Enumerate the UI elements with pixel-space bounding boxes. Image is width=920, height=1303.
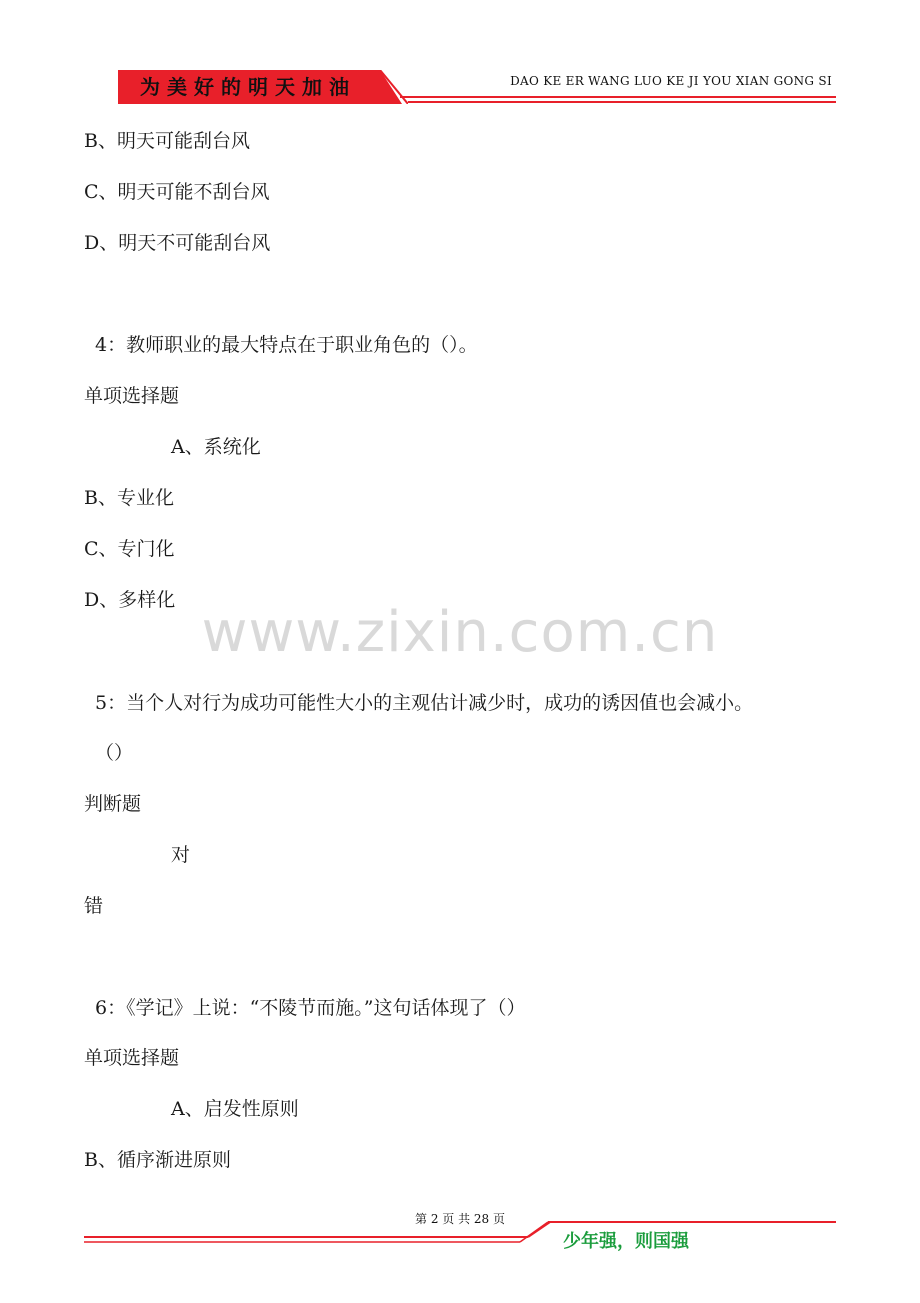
footer-rule-diagonal-2: [528, 1222, 550, 1237]
footer-slogan: 少年强，则国强: [563, 1231, 689, 1252]
option-b-q6: B、循序渐进原则: [84, 1149, 231, 1171]
question-type-4: 单项选择题: [84, 385, 180, 407]
watermark: www.zixin.com.cn: [201, 600, 719, 665]
header-banner-text: 为美好的明天加油: [140, 75, 356, 99]
option-a-q4: A、系统化: [171, 436, 261, 458]
question-type-6: 单项选择题: [84, 1047, 180, 1069]
header-company-pinyin: DAO KE ER WANG LUO KE JI YOU XIAN GONG SI: [510, 74, 832, 88]
option-d-q3: D、明天不可能刮台风: [84, 232, 271, 254]
option-c-q3: C、明天可能不刮台风: [84, 181, 270, 203]
option-true-q5: 对: [171, 844, 191, 866]
question-5-paren: （）: [95, 742, 134, 764]
option-b-q3: B、明天可能刮台风: [84, 130, 250, 152]
option-c-q4: C、专门化: [84, 538, 175, 560]
question-6: 6：《学记》上说：“不陵节而施。”这句话体现了（）: [95, 997, 526, 1019]
option-b-q4: B、专业化: [84, 487, 174, 509]
question-4: 4：教师职业的最大特点在于职业角色的（）。: [95, 334, 478, 356]
question-5: 5：当个人对行为成功可能性大小的主观估计减少时，成功的诱因值也会减小。: [95, 692, 754, 714]
question-type-5: 判断题: [84, 793, 142, 815]
option-a-q6: A、启发性原则: [171, 1098, 299, 1120]
option-false-q5: 错: [84, 895, 104, 917]
footer-page-number: 第 2 页 共 28 页: [415, 1212, 505, 1226]
option-d-q4: D、多样化: [84, 589, 176, 611]
